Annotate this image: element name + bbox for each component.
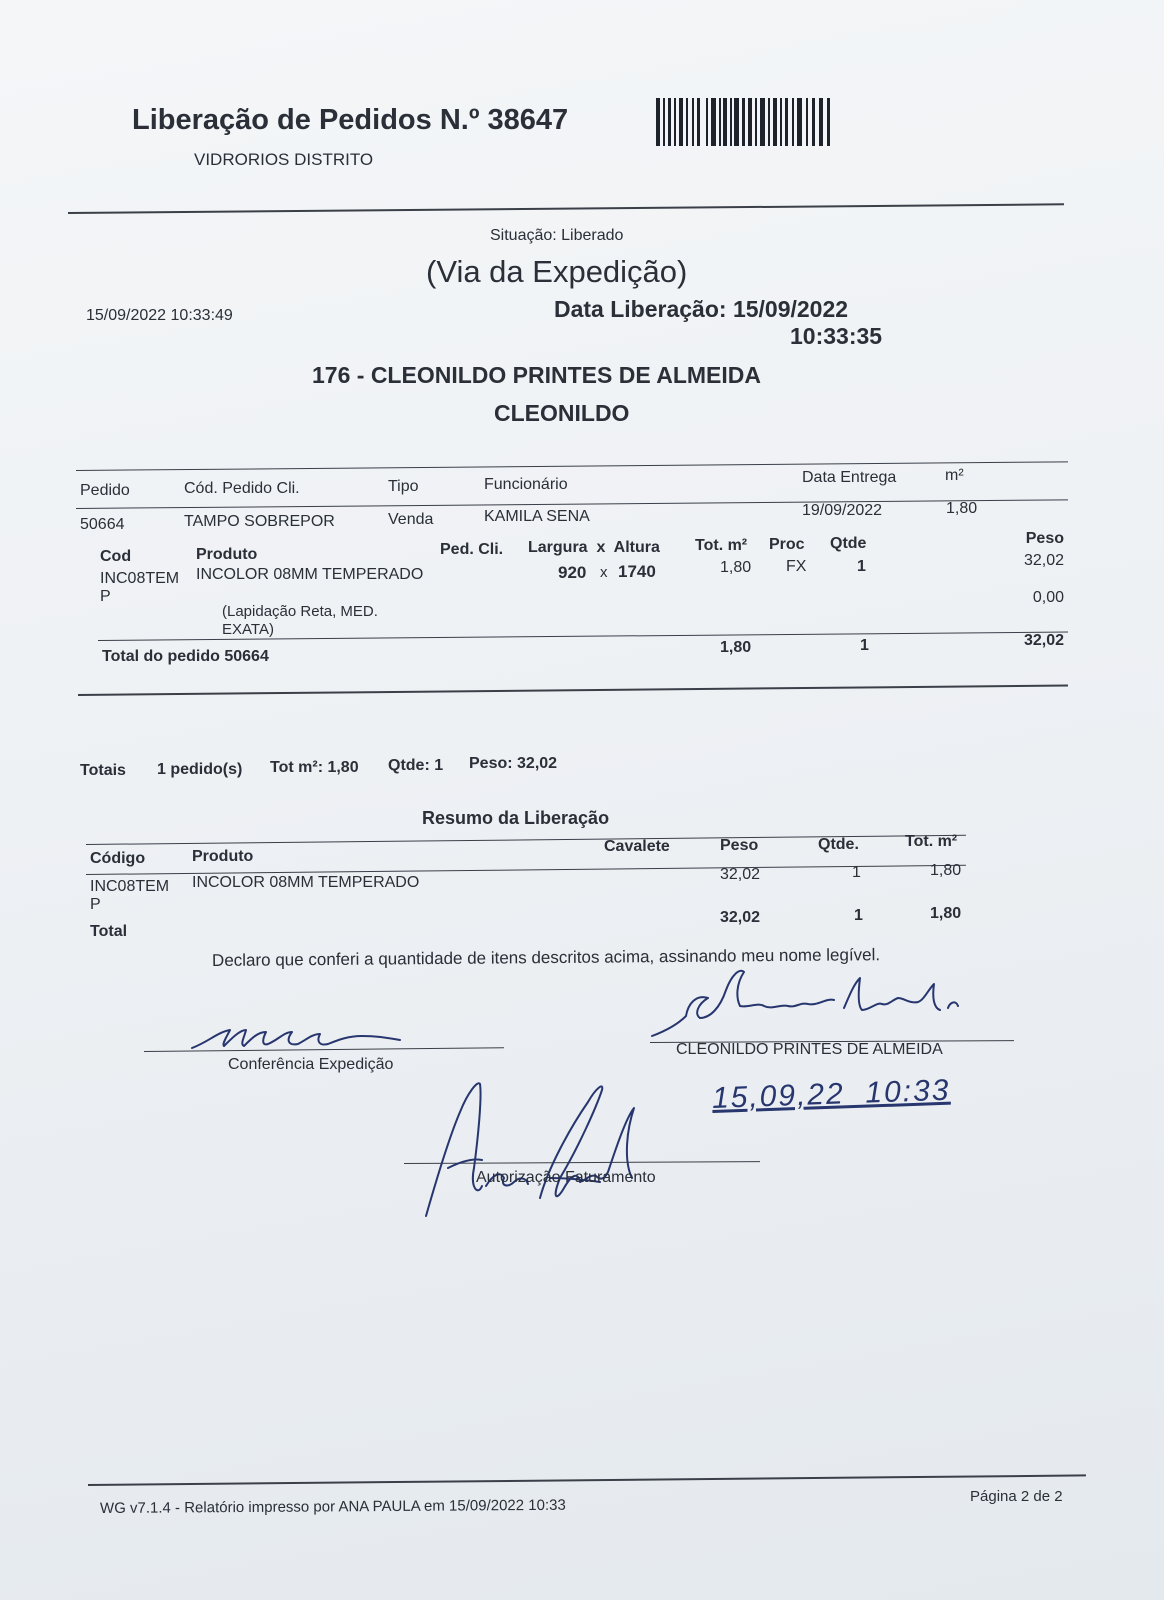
- conferencia-label: Conferência Expedição: [228, 1056, 394, 1073]
- item-code-line2: P: [100, 588, 111, 605]
- item-tot-m2: 1,80: [720, 559, 752, 576]
- cliente-name: CLEONILDO PRINTES DE ALMEIDA: [676, 1041, 943, 1058]
- copy-type: (Via da Expedição): [426, 254, 688, 289]
- client-name: 176 - CLEONILDO PRINTES DE ALMEIDA: [312, 362, 761, 388]
- item-obs-line1: (Lapidação Reta, MED.: [222, 603, 378, 620]
- item-qtde: 1: [857, 558, 866, 575]
- summary-tot-m2: 1,80: [930, 862, 962, 879]
- item-header-largura-altura: Largura x Altura: [528, 539, 660, 556]
- summary-total-qtde: 1: [854, 907, 863, 924]
- cliente-signature: [648, 964, 978, 1044]
- col-header-funcionario: Funcionário: [484, 476, 568, 493]
- item-obs-peso: 0,00: [1032, 589, 1064, 606]
- col-header-pedido: Pedido: [80, 482, 130, 499]
- order-total-peso: 32,02: [1023, 632, 1064, 649]
- autorizacao-signature: [420, 1068, 660, 1228]
- release-time: 10:33:35: [790, 323, 883, 349]
- summary-title: Resumo da Liberação: [422, 808, 610, 828]
- order-m2: 1,80: [946, 500, 978, 517]
- col-header-m2: m²: [945, 467, 964, 484]
- summary-total-peso: 32,02: [720, 909, 761, 926]
- footer-printed-by: WG v7.1.4 - Relatório impresso por ANA PAULA em 15/09/2022 10:33: [99, 1496, 566, 1517]
- order-total-m2: 1,80: [720, 639, 752, 656]
- summary-header-codigo: Código: [90, 850, 146, 867]
- summary-code-line2: P: [90, 896, 101, 913]
- document-title: Liberação de Pedidos N.º 38647: [132, 104, 569, 136]
- col-header-tipo: Tipo: [388, 478, 419, 495]
- summary-peso: 32,02: [720, 866, 761, 883]
- item-width: 920: [558, 563, 587, 582]
- totals-pedidos: 1 pedido(s): [157, 761, 243, 778]
- order-total-qtde: 1: [860, 637, 869, 654]
- summary-product: INCOLOR 08MM TEMPERADO: [192, 874, 420, 891]
- order-number: 50664: [80, 516, 125, 533]
- order-employee: KAMILA SENA: [484, 508, 590, 525]
- declaration-text: Declaro que conferi a quantidade de itens descritos acima, assinando meu nome legível.: [211, 945, 881, 970]
- summary-header-cavalete: Cavalete: [604, 838, 670, 855]
- col-header-data-entrega: Data Entrega: [802, 469, 897, 486]
- summary-total-label: Total: [90, 923, 128, 940]
- totals-m2: Tot m²: 1,80: [270, 759, 359, 776]
- item-header-proc: Proc: [769, 536, 805, 553]
- client-short-name: CLEONILDO: [494, 400, 630, 426]
- item-height: 1740: [618, 562, 656, 581]
- order-type: Venda: [388, 511, 434, 528]
- summary-header-qtde: Qtde.: [818, 836, 859, 853]
- conferencia-signature: [188, 1018, 418, 1058]
- totals-peso: Peso: 32,02: [469, 755, 558, 772]
- summary-qtde: 1: [852, 864, 861, 881]
- item-header-produto: Produto: [196, 546, 258, 563]
- item-code-line1: INC08TEM: [100, 570, 180, 587]
- summary-code-line1: INC08TEM: [90, 878, 170, 895]
- item-header-peso: Peso: [1025, 530, 1064, 547]
- footer-rule: [88, 1474, 1086, 1486]
- summary-header-produto: Produto: [192, 848, 254, 865]
- item-peso: 32,02: [1023, 552, 1064, 569]
- printed-datetime: 15/09/2022 10:33:49: [86, 307, 233, 324]
- release-date: Data Liberação: 15/09/2022: [554, 296, 849, 322]
- item-header-ped-cli: Ped. Cli.: [440, 541, 504, 558]
- summary-header-peso: Peso: [720, 837, 759, 854]
- item-header-cod: Cod: [100, 548, 132, 565]
- order-table-bottom-rule: [78, 684, 1068, 696]
- order-total-label: Total do pedido 50664: [102, 648, 269, 665]
- item-obs-line2: EXATA): [222, 621, 274, 638]
- item-header-tot-m2: Tot. m²: [695, 537, 748, 554]
- order-client-code: TAMPO SOBREPOR: [184, 513, 335, 530]
- totals-qtde: Qtde: 1: [388, 757, 444, 774]
- barcode: [656, 94, 834, 150]
- col-header-cod-pedido-cli: Cód. Pedido Cli.: [184, 480, 300, 497]
- item-header-qtde: Qtde: [830, 535, 867, 552]
- item-product: INCOLOR 08MM TEMPERADO: [196, 566, 424, 583]
- handwritten-date: 15,09,22 10:33: [711, 1073, 951, 1115]
- order-table-top-rule: [76, 461, 1068, 471]
- header-divider: [68, 203, 1064, 214]
- order-delivery-date: 19/09/2022: [802, 502, 883, 519]
- status-text: Situação: Liberado: [490, 227, 624, 244]
- autorizacao-label: Autorização Faturamento: [476, 1169, 656, 1186]
- footer-page-number: Página 2 de 2: [970, 1488, 1063, 1505]
- summary-total-tot-m2: 1,80: [930, 905, 962, 922]
- summary-header-tot-m2: Tot. m²: [905, 833, 958, 850]
- company-name: VIDRORIOS DISTRITO: [194, 150, 374, 169]
- item-proc: FX: [786, 558, 807, 575]
- totals-label: Totais: [80, 762, 126, 779]
- item-x: x: [600, 564, 608, 581]
